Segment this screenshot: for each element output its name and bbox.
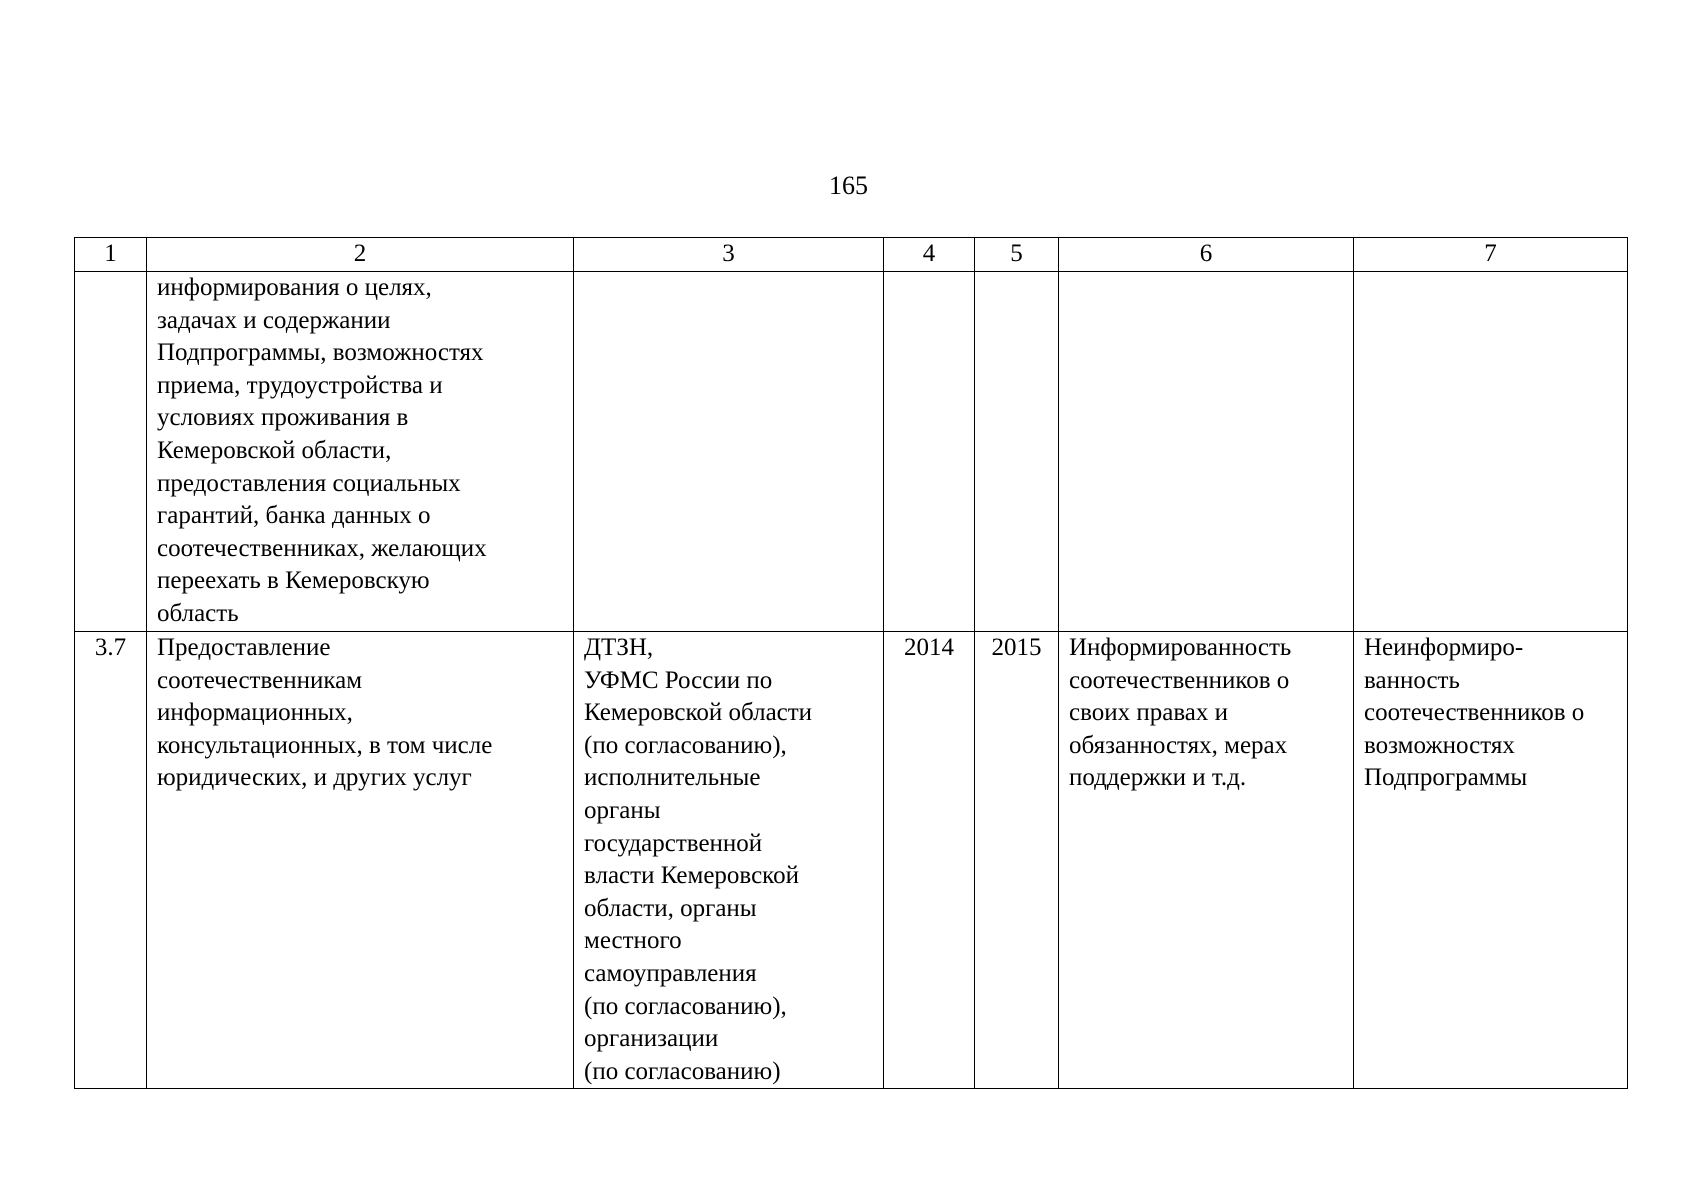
- column-header: 1: [75, 238, 147, 272]
- start-year-cell: 2014: [884, 632, 975, 1089]
- table-row: [75, 272, 1628, 632]
- end-year-cell: 2015: [975, 632, 1059, 1089]
- expected-result-cell: [1059, 272, 1354, 632]
- table-header-row: [75, 238, 1628, 272]
- page-number: 165: [829, 171, 868, 200]
- column-header: 6: [1059, 238, 1354, 272]
- column-header: 7: [1354, 238, 1628, 272]
- activity-description-cell: информирования о целях, задачах и содержании Подпрограммы, возможностях приема, трудоустройства и условиях проживания в Кемеровской области, предоставления социальных гарантий, банка данных о соотечественниках, желающих переехать в Кемеровскую область: [147, 272, 574, 632]
- program-activities-table: [74, 237, 1628, 1089]
- column-header: 3: [574, 238, 884, 272]
- risk-cell: [1354, 272, 1628, 632]
- column-header: 5: [975, 238, 1059, 272]
- risk-cell: Неинформиро- ванность соотечественников о возможностях Подпрограммы: [1354, 632, 1628, 1089]
- item-number-cell: [75, 272, 147, 632]
- responsible-executor-cell: ДТЗН, УФМС России по Кемеровской области (по согласованию), исполнительные органы государственной власти Кемеровской области, органы местного самоуправления (по согласованию), организации (по согласованию): [574, 632, 884, 1089]
- column-header: 4: [884, 238, 975, 272]
- start-year-cell: [884, 272, 975, 632]
- item-number-cell: 3.7: [75, 632, 147, 1089]
- column-header: 2: [147, 238, 574, 272]
- responsible-executor-cell: [574, 272, 884, 632]
- table-row: [75, 632, 1628, 1089]
- expected-result-cell: Информированность соотечественников о своих правах и обязанностях, мерах поддержки и т.д.: [1059, 632, 1354, 1089]
- end-year-cell: [975, 272, 1059, 632]
- activity-description-cell: Предоставление соотечественникам информационных, консультационных, в том числе юридических, и других услуг: [147, 632, 574, 1089]
